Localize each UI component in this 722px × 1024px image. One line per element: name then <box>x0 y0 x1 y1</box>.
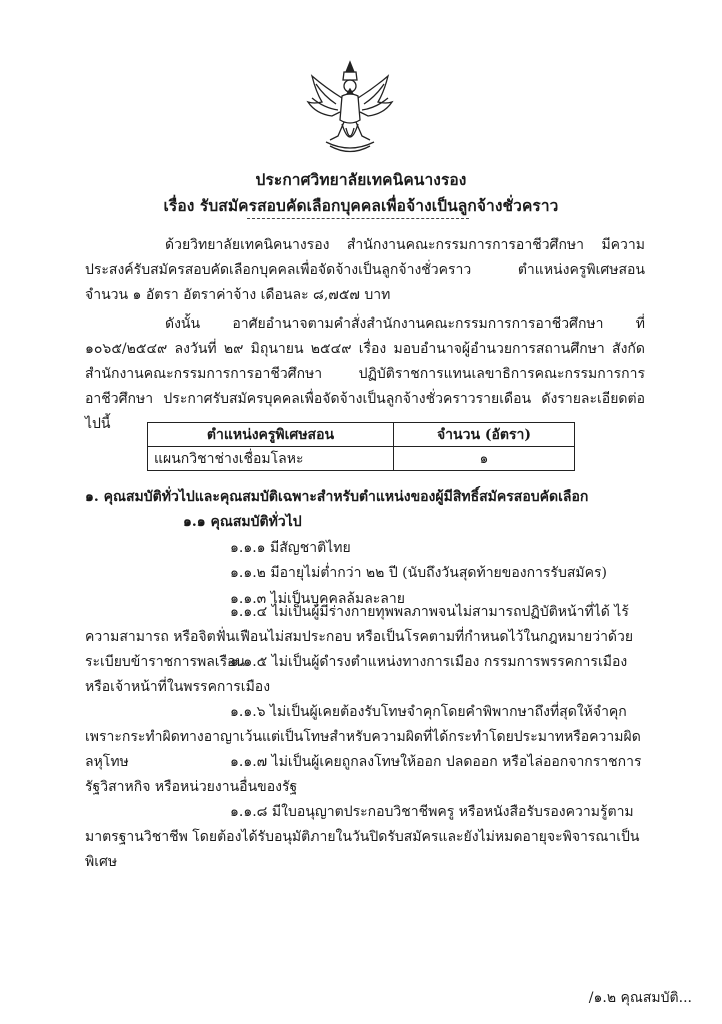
title-divider <box>247 218 469 219</box>
table-header-count: จำนวน (อัตรา) <box>394 423 575 447</box>
authority-paragraph <box>85 312 645 437</box>
garuda-emblem-icon <box>302 58 398 158</box>
list-item <box>85 750 645 800</box>
table-header-row <box>148 423 575 447</box>
table-cell-count: ๑ <box>394 447 575 471</box>
list-item <box>85 800 645 875</box>
authority-text: ดังนั้น อาศัยอำนาจตามคำสั่งสำนักงานคณะกรรมการการอาชีวศึกษา ที่ ๑๐๖๕/๒๕๔๙ ลงวันที่ ๒๙ มิถุนายน ๒๕๔๙ เรื่อง มอบอำนาจผู้อำนวยการสถานศึกษา สังกัดสำนักงานคณะกรรมการการอาชีวศึกษา ปฏิบัติราชการแทนเลขาธิการคณะกรรมการการอาชีวศึกษา ประกาศรับสมัครบุคคลเพื่อจัดจ้างเป็นลูกจ้างชั่วคราวรายเดือน ดังรายละเอียดต่อไปนี้ <box>85 316 645 432</box>
section-heading: ๑. คุณสมบัติทั่วไปและคุณสมบัติเฉพาะสำหรับตำแหน่งของผู้มีสิทธิ์สมัครสอบคัดเลือก <box>85 489 589 505</box>
list-item-text: ๑.๑.๖ ไม่เป็นผู้เคยต้องรับโทษจำคุกโดยคำพิพากษาถึงที่สุดให้จำคุกเพราะกระทำผิดทางอาญาเว้นแต่เป็นโทษสำหรับความผิดที่ได้กระทำโดยประมาทหรือความผิดลหุโทษ <box>85 704 641 770</box>
position-table <box>147 422 575 471</box>
document-title: ประกาศวิทยาลัยเทคนิคนางรอง <box>255 170 467 189</box>
list-item-text: ๑.๑.๕ ไม่เป็นผู้ดำรงตำแหน่งทางการเมือง กรรมการพรรคการเมือง หรือเจ้าหน้าที่ในพรรคการเมือง <box>85 654 628 695</box>
intro-text: ด้วยวิทยาลัยเทคนิคนางรอง สำนักงานคณะกรรมการการอาชีวศึกษา มีความประสงค์รับสมัครสอบคัดเลือกบุคคลเพื่อจัดจ้างเป็นลูกจ้างชั่วคราว ตำแหน่งครูพิเศษสอน จำนวน ๑ อัตรา อัตราค่าจ้าง เดือนละ ๘,๗๕๗ บาท <box>85 237 645 303</box>
subsection-heading: ๑.๑ คุณสมบัติทั่วไป <box>183 514 302 530</box>
list-item: ๑.๑.๓ ไม่เป็นบุคคลล้มละลาย <box>230 591 405 607</box>
intro-paragraph <box>85 233 645 308</box>
table-row <box>148 447 575 471</box>
list-item <box>85 650 645 700</box>
list-item-text: ๑.๑.๔ ไม่เป็นผู้มีร่างกายทุพพลภาพจนไม่สามารถปฏิบัติหน้าที่ได้ ไร้ความสามารถ หรือจิตฟั่นเฟือนไม่สมประกอบ หรือเป็นโรคตามที่กำหนดไว้ในกฎหมายว่าด้วยระเบียบข้าราชการพลเรือน <box>85 604 634 670</box>
table-header-position: ตำแหน่งครูพิเศษสอน <box>148 423 394 447</box>
list-item: ๑.๑.๑ มีสัญชาติไทย <box>230 540 351 556</box>
list-item-text: ๑.๑.๘ มีใบอนุญาตประกอบวิชาชีพครู หรือหนังสือรับรองความรู้ตามมาตรฐานวิชาชีพ โดยต้องได้รับอนุมัติภายในวันปิดรับสมัครและยังไม่หมดอายุจะพิจารณาเป็นพิเศษ <box>85 804 640 870</box>
table-cell-department: แผนกวิชาช่างเชื่อมโลหะ <box>148 447 394 471</box>
document-subject: เรื่อง รับสมัครสอบคัดเลือกบุคคลเพื่อจ้างเป็นลูกจ้างชั่วคราว <box>163 196 559 215</box>
list-item-text: ๑.๑.๗ ไม่เป็นผู้เคยถูกลงโทษให้ออก ปลดออก หรือไล่ออกจากราชการ รัฐวิสาหกิจ หรือหน่วยงานอื่นของรัฐ <box>85 754 642 795</box>
list-item: ๑.๑.๒ มีอายุไม่ต่ำกว่า ๒๒ ปี (นับถึงวันสุดท้ายของการรับสมัคร) <box>230 565 607 581</box>
page-continuation: /๑.๒ คุณสมบัติ... <box>588 990 692 1006</box>
